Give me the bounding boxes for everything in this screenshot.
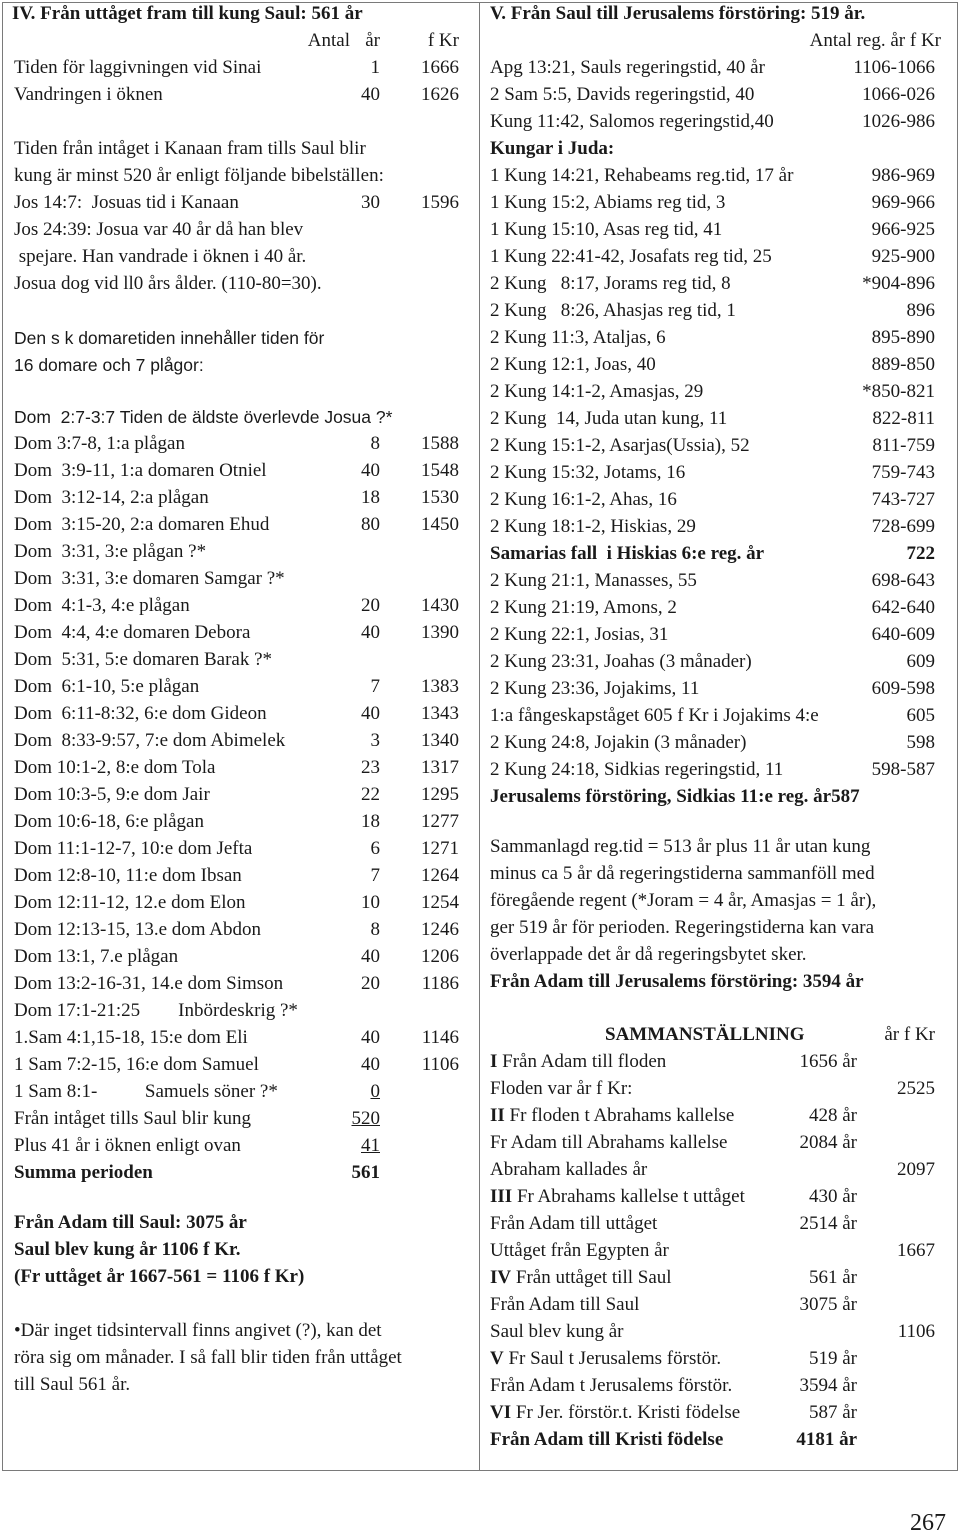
summary-row-years: 3594 år [799,1375,857,1396]
reign-row-years: 966-925 [871,219,935,240]
reign-row-text: Kung 11:42, Salomos regeringstid,40 [490,111,774,132]
intro-line: Tiden från intåget i Kanaan fram tills Saul blir [14,138,366,159]
dom-row-text: Dom 6:1-10, 5:e plågan [14,676,200,697]
jos-row-text: Jos 14:7: Josuas tid i Kanaan [14,192,239,213]
reign-row-years: 1066-026 [862,84,935,105]
dom-row-year: 1246 [421,919,459,940]
right-col-header: Antal reg. år f Kr [809,30,941,51]
top-row-count: 1 [370,57,380,78]
dom-row-text: Dom 3:31, 3:e plågan ?* [14,541,207,562]
sum-row-text: Från intåget tills Saul blir kung [14,1108,251,1129]
dom-row-year: 1530 [421,487,459,508]
dom-row-year: 1317 [421,757,459,778]
column-divider [479,2,480,1471]
dom-row-count: 20 [361,973,380,994]
footnote-line: •Där inget tidsintervall finns angivet (?), kan det [14,1320,382,1341]
dom-row-count: 40 [361,1054,380,1075]
summary-row-years: 428 år [808,1105,857,1126]
dom-row-year: 1295 [421,784,459,805]
summary-row-years: 561 år [808,1267,857,1288]
summary-row [490,1347,721,1371]
summary-line: överlappade det år då regeringsbytet sker. [490,944,807,965]
intro-line: kung är minst 520 år enligt följande bibelställen: [14,165,384,186]
dom-row-count: 7 [370,865,380,886]
reign-row-years: 598-587 [871,759,935,780]
reign-row-text: Apg 13:21, Sauls regeringstid, 40 år [490,57,765,78]
summary-row-text: Från Adam till uttåget [490,1213,658,1234]
reign-row-years: 822-811 [872,408,935,429]
col-ar: år [365,30,380,51]
dom-row-text: 1 Sam 7:2-15, 16:e dom Samuel [14,1054,259,1075]
summary-row [490,1374,732,1398]
summary-row [490,1293,639,1317]
reign-row-text: 2 Kung 18:1-2, Hiskias, 29 [490,516,696,537]
reign-row-years: 609-598 [871,678,935,699]
reign-row-years: 609 [906,651,935,672]
summary-row-text: Fr Abrahams kallelse t uttåget [512,1186,745,1207]
conclusion-line: Saul blev kung år 1106 f Kr. [14,1239,241,1260]
dom-row-year: 1206 [421,946,459,967]
reign-row-text: 2 Kung 8:26, Ahasjas reg tid, 1 [490,300,736,321]
dom-row-count: 8 [370,433,380,454]
reign-row-text: 2 Kung 15:32, Jotams, 16 [490,462,686,483]
dom-row-count: 80 [361,514,380,535]
dom-row-year: 1390 [421,622,459,643]
reign-row-years: 896 [906,300,935,321]
dom-row-year: 1430 [421,595,459,616]
dom-row-count: 10 [361,892,380,913]
dom-row-text: Dom 8:33-9:57, 7:e dom Abimelek [14,730,286,751]
reign-row-years: 759-743 [871,462,935,483]
dom-row-count: 18 [361,487,380,508]
dom-row-count: 40 [361,1027,380,1048]
reign-row-text: 1:a fångeskapståget 605 f Kr i Jojakims 4:e [490,705,819,726]
summary-line: Sammanlagd reg.tid = 513 år plus 11 år utan kung [490,836,871,857]
reign-row-years: 698-643 [871,570,935,591]
reign-row-years: 889-850 [871,354,935,375]
sammanstallning-col: år f Kr [884,1024,935,1045]
summary-row-fkr: 1106 [897,1321,935,1342]
reign-row-years: 605 [906,705,935,726]
summary-row [490,1266,672,1290]
summary-row-years: 2514 år [799,1213,857,1234]
final-line-text: Från Adam till Kristi födelse [490,1429,724,1450]
dom-row-count: 40 [361,703,380,724]
reign-row-years: 640-609 [871,624,935,645]
dom-row-count: 22 [361,784,380,805]
roman-numeral: VI [490,1402,512,1423]
summary-row-years: 587 år [808,1402,857,1423]
dom-row-text: Dom 13:1, 7.e plågan [14,946,179,967]
reign-row-text: 2 Kung 12:1, Joas, 40 [490,354,656,375]
footnote-line: röra sig om månader. I så fall blir tiden från uttåget [14,1347,402,1368]
final-line-years: 4181 år [796,1429,857,1450]
roman-numeral: I [490,1051,498,1072]
summary-row-text: Uttåget från Egypten år [490,1240,669,1261]
summary-row-years: 3075 år [799,1294,857,1315]
sammanstallning-title: SAMMANSTÄLLNING [605,1024,805,1045]
dom-row-year: 1383 [421,676,459,697]
reign-row-years: 642-640 [871,597,935,618]
domare-intro-line: Den s k domaretiden innehåller tiden för [14,328,325,348]
conclusion-line: (Fr uttåget år 1667-561 = 1106 f Kr) [14,1266,305,1287]
reign-row-text: Samarias fall i Hiskias 6:e reg. år [490,543,765,564]
reign-row-text: 2 Kung 11:3, Ataljas, 6 [490,327,666,348]
dom-row-text: Dom 17:1-21:25 Inbördeskrig ?* [14,1000,298,1021]
summary-row-fkr: 1667 [897,1240,935,1261]
dom-row-text: Dom 5:31, 5:e domaren Barak ?* [14,649,273,670]
reign-row-years: 969-966 [871,192,935,213]
summary-line: minus ca 5 år då regeringstiderna sammanföll med [490,863,875,884]
dom-row-count: 40 [361,946,380,967]
summary-line: föregående regent (*Joram = 4 år, Amasjas = 1 år), [490,890,877,911]
summary-row-years: 519 år [808,1348,857,1369]
summary-row-text: Floden var år f Kr: [490,1078,633,1099]
dom-row-text: Dom 3:12-14, 2:a plågan [14,487,209,508]
reign-row-text: 1 Kung 15:2, Abiams reg tid, 3 [490,192,726,213]
page-number: 267 [910,1510,946,1536]
summary-row-text: Från Adam t Jerusalems förstör. [490,1375,733,1396]
dom-row-year: 1254 [421,892,459,913]
dom-row-text: Dom 4:1-3, 4:e plågan [14,595,190,616]
summary-row-fkr: 2525 [897,1078,935,1099]
reign-row-years: 1106-1066 [853,57,935,78]
left-heading: IV. Från uttåget fram till kung Saul: 561 år [12,3,363,24]
dom-row-count: 8 [370,919,380,940]
sam-soner-text: 1 Sam 8:1- Samuels söner ?* [14,1081,278,1102]
summary-row [490,1212,657,1236]
summary-row-text: Från Adam till floden [497,1051,667,1072]
reign-row-text: 2 Kung 8:17, Jorams reg tid, 8 [490,273,731,294]
dom-row-text: Dom 13:2-16-31, 14.e dom Simson [14,973,284,994]
reign-row-text: 2 Kung 21:1, Manasses, 55 [490,570,697,591]
reign-row-years: 1026-986 [862,111,935,132]
sum-row-value: 561 [351,1162,380,1183]
roman-numeral: V [490,1348,504,1369]
summary-row [490,1077,632,1101]
dom-row-count: 18 [361,811,380,832]
col-fkr: f Kr [427,30,459,51]
roman-numeral: II [490,1105,505,1126]
reign-row-text: 2 Kung 14, Juda utan kung, 11 [490,408,728,429]
summary-row-text: Fr floden t Abrahams kallelse [504,1105,735,1126]
summary-line: ger 519 år för perioden. Regeringstiderna kan vara [490,917,875,938]
dom-row-text: Dom 11:1-12-7, 10:e dom Jefta [14,838,253,859]
dom-row-text: Dom 10:6-18, 6:e plågan [14,811,204,832]
summary-row-text: Fr Adam till Abrahams kallelse [490,1132,728,1153]
summary-row-text: Saul blev kung år [490,1321,624,1342]
conclusion-line: Från Adam till Saul: 3075 år [14,1212,247,1233]
summary-row-text: Från uttåget till Saul [511,1267,672,1288]
dom-row-text: Dom 12:13-15, 13.e dom Abdon [14,919,261,940]
dom-row-text: Dom 3:7-8, 1:a plågan [14,433,185,454]
reign-row-text: 2 Kung 14:1-2, Amasjas, 29 [490,381,704,402]
sum-row-value: 41 [361,1135,380,1156]
dom-row-year: 1146 [421,1027,459,1048]
reign-row-years: 598 [906,732,935,753]
dom-row-count: 3 [370,730,380,751]
top-row-count: 40 [361,84,380,105]
summary-row-fkr: 2097 [897,1159,935,1180]
top-row-text: Vandringen i öknen [14,84,163,105]
dom-row-text: Dom 2:7-3:7 Tiden de äldste överlevde Josua ?* [14,407,393,427]
dom-row-count: 20 [361,595,380,616]
dom-row-text: Dom 10:1-2, 8:e dom Tola [14,757,216,778]
dom-row-text: Dom 6:11-8:32, 6:e dom Gideon [14,703,267,724]
dom-row-text: Dom 10:3-5, 9:e dom Jair [14,784,210,805]
reign-row-text: 2 Sam 5:5, Davids regeringstid, 40 [490,84,755,105]
jos-row-year: 1596 [421,192,459,213]
dom-row-year: 1271 [421,838,459,859]
reign-row-text: Kungar i Juda: [490,138,615,159]
roman-numeral: IV [490,1267,512,1288]
dom-row-text: Dom 3:31, 3:e domaren Samgar ?* [14,568,285,589]
roman-numeral: III [490,1186,513,1207]
reign-row-text: 2 Kung 22:1, Josias, 31 [490,624,669,645]
dom-row-text: 1.Sam 4:1,15-18, 15:e dom Eli [14,1027,248,1048]
dom-row-text: Dom 12:8-10, 11:e dom Ibsan [14,865,242,886]
summary-row [490,1104,734,1128]
jos-note-line: Josua dog vid ll0 års ålder. (110-80=30). [14,273,322,294]
dom-row-year: 1106 [421,1054,459,1075]
reign-row-years: 811-759 [872,435,935,456]
sam-soner-val: 0 [370,1081,380,1102]
dom-row-count: 40 [361,460,380,481]
summary-row-text: Från Adam till Saul [490,1294,640,1315]
top-row-text: Tiden för laggivningen vid Sinai [14,57,262,78]
reign-row-text: 2 Kung 24:18, Sidkias regeringstid, 11 [490,759,784,780]
reign-row-text: 2 Kung 24:8, Jojakin (3 månader) [490,732,747,753]
dom-row-year: 1277 [421,811,459,832]
reign-row-text: 2 Kung 21:19, Amons, 2 [490,597,677,618]
dom-row-text: Dom 12:11-12, 12.e dom Elon [14,892,246,913]
adam-jerusalem-line: Från Adam till Jerusalems förstöring: 3594 år [490,971,864,992]
sum-row-text: Summa perioden [14,1162,153,1183]
sum-row-value: 520 [351,1108,380,1129]
reign-row-years: 925-900 [871,246,935,267]
summary-row-years: 1656 år [799,1051,857,1072]
reign-row-text: 2 Kung 23:31, Joahas (3 månader) [490,651,752,672]
reign-row-years: 895-890 [871,327,935,348]
dom-row-text: Dom 3:9-11, 1:a domaren Otniel [14,460,267,481]
summary-row-text: Fr Saul t Jerusalems förstör. [503,1348,722,1369]
reign-row-text: 2 Kung 16:1-2, Ahas, 16 [490,489,677,510]
summary-row [490,1239,669,1263]
dom-row-year: 1340 [421,730,459,751]
reign-row-text: 1 Kung 14:21, Rehabeams reg.tid, 17 år [490,165,794,186]
reign-row-text: 2 Kung 23:36, Jojakims, 11 [490,678,700,699]
reign-row-years: 986-969 [871,165,935,186]
domare-intro-line: 16 domare och 7 plågor: [14,355,204,375]
top-row-year: 1626 [421,84,459,105]
reign-row-years: *904-896 [862,273,935,294]
dom-row-text: Dom 3:15-20, 2:a domaren Ehud [14,514,270,535]
top-row-year: 1666 [421,57,459,78]
dom-row-count: 6 [370,838,380,859]
dom-row-count: 7 [370,676,380,697]
dom-row-text: Dom 4:4, 4:e domaren Debora [14,622,251,643]
summary-row [490,1131,727,1155]
right-heading: V. Från Saul till Jerusalems förstöring: 519 år. [490,3,866,24]
summary-row [490,1401,740,1425]
col-antal: Antal [307,30,350,51]
reign-row-text: Jerusalems förstöring, Sidkias 11:e reg. år587 [490,786,860,807]
dom-row-year: 1343 [421,703,459,724]
jos-note-line: spejare. Han vandrade i öknen i 40 år. [14,246,307,267]
dom-row-year: 1450 [421,514,459,535]
dom-row-year: 1548 [421,460,459,481]
jos-note-line: Jos 24:39: Josua var 40 år då han blev [14,219,304,240]
reign-row-years: 728-699 [871,516,935,537]
summary-row [490,1158,647,1182]
dom-row-year: 1186 [421,973,459,994]
summary-row [490,1185,745,1209]
dom-row-year: 1264 [421,865,459,886]
dom-row-year: 1588 [421,433,459,454]
reign-row-text: 1 Kung 15:10, Asas reg tid, 41 [490,219,723,240]
reign-row-years: 743-727 [871,489,935,510]
summary-row [490,1320,624,1344]
reign-row-text: 2 Kung 15:1-2, Asarjas(Ussia), 52 [490,435,750,456]
reign-row-text: 1 Kung 22:41-42, Josafats reg tid, 25 [490,246,772,267]
jos-row-count: 30 [361,192,380,213]
dom-row-count: 40 [361,622,380,643]
summary-row [490,1050,666,1074]
summary-row-text: Abraham kallades år [490,1159,648,1180]
summary-row-text: Fr Jer. förstör.t. Kristi födelse [511,1402,741,1423]
reign-row-years: *850-821 [862,381,935,402]
reign-row-years: 722 [906,543,935,564]
summary-row-years: 2084 år [799,1132,857,1153]
footnote-line: till Saul 561 år. [14,1374,131,1395]
dom-row-count: 23 [361,757,380,778]
sum-row-text: Plus 41 år i öknen enligt ovan [14,1135,241,1156]
summary-row-years: 430 år [808,1186,857,1207]
